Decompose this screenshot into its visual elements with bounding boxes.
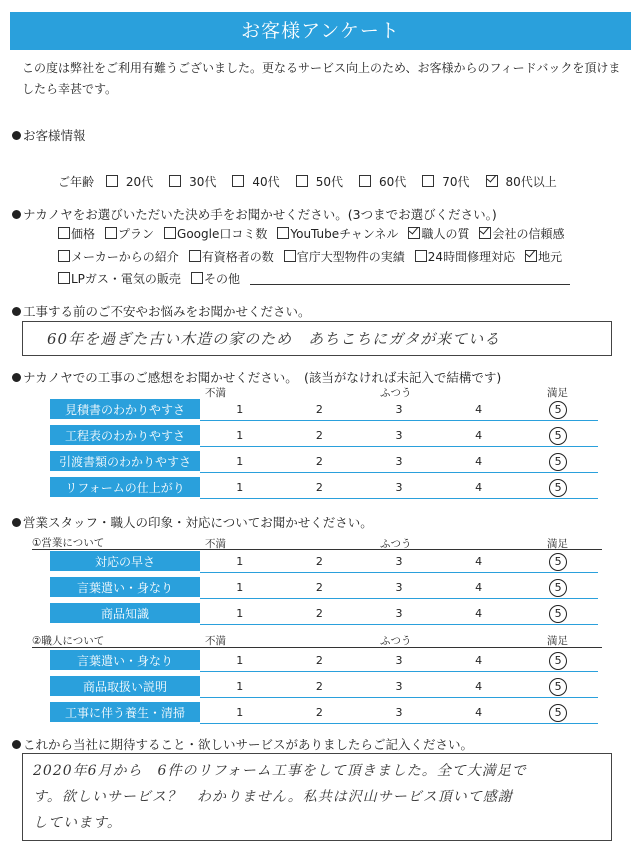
- scale-label: 不満: [205, 635, 226, 647]
- option-item[interactable]: [486, 175, 565, 189]
- scale-label: 満足: [547, 538, 568, 550]
- bullet-icon: [12, 131, 21, 140]
- decision-options-row: [58, 248, 572, 265]
- rating-number: 4: [475, 429, 483, 442]
- option-label: 20代: [125, 175, 154, 189]
- rating-option[interactable]: [359, 577, 439, 599]
- customer-section-heading: お客様情報: [12, 126, 86, 144]
- bullet-icon: [12, 307, 21, 316]
- rating-number: 1: [236, 481, 244, 494]
- rating-row: [50, 676, 598, 698]
- rating-row: [50, 399, 598, 421]
- rating-option[interactable]: [280, 676, 360, 698]
- rating-row-label: 工事に伴う養生・清掃: [50, 702, 200, 724]
- checkbox-icon[interactable]: [106, 175, 118, 187]
- rating-number: 3: [395, 481, 403, 494]
- other-input-line[interactable]: [250, 284, 570, 285]
- rating-option[interactable]: [439, 399, 519, 421]
- checkbox-icon[interactable]: [415, 250, 427, 262]
- option-item[interactable]: [58, 250, 179, 264]
- checkbox-icon[interactable]: [169, 175, 181, 187]
- rating-row: [50, 577, 598, 599]
- rating-option[interactable]: [200, 425, 280, 447]
- option-item[interactable]: [169, 175, 224, 189]
- answer-line: しています。: [33, 815, 122, 831]
- checkbox-icon[interactable]: [359, 175, 371, 187]
- scale-label: ふつう: [380, 538, 412, 550]
- intro-text: この度は弊社をご利用有難うございました。更なるサービス向上のため、お客様からのフィードバックを頂けましたら幸甚です。: [22, 61, 621, 96]
- rating-option[interactable]: [518, 702, 598, 724]
- option-item[interactable]: [284, 250, 405, 264]
- checkbox-icon[interactable]: [164, 227, 176, 239]
- option-label: 24時間修理対応: [427, 250, 516, 264]
- rating-option[interactable]: [280, 551, 360, 573]
- option-item[interactable]: [58, 272, 181, 286]
- divider: [32, 549, 602, 550]
- rating-row-label: 工程表のわかりやすさ: [50, 425, 200, 447]
- option-item[interactable]: [415, 250, 515, 264]
- option-item[interactable]: [105, 227, 154, 241]
- rating-row-label: 見積書のわかりやすさ: [50, 399, 200, 421]
- rating-option[interactable]: [280, 451, 360, 473]
- answer-line: 2020年6月から 6件のリフォーム工事をして頂きました。全て大満足で: [33, 763, 527, 779]
- bullet-icon: [12, 373, 21, 382]
- rating-option[interactable]: [518, 650, 598, 672]
- option-item[interactable]: [106, 175, 161, 189]
- checkbox-icon[interactable]: [191, 272, 203, 284]
- rating-option[interactable]: [200, 399, 280, 421]
- rating-option[interactable]: [518, 477, 598, 499]
- selected-rating: 5: [549, 678, 567, 696]
- option-label: 地元: [538, 250, 563, 264]
- scale-label: ふつう: [380, 387, 412, 399]
- rating-number: 1: [236, 706, 244, 719]
- option-label: 職人の質: [421, 227, 470, 241]
- option-label: 50代: [315, 175, 343, 189]
- rating-option[interactable]: [200, 477, 280, 499]
- impression-section-heading: ナカノヤでの工事のご感想をお聞かせください。 (該当がなければ未記入で結構です): [12, 368, 501, 386]
- scale-label: ふつう: [380, 635, 412, 647]
- option-label: Google口コミ数: [177, 227, 268, 241]
- rating-row: [50, 551, 598, 573]
- rating-option[interactable]: [359, 603, 439, 625]
- rating-number: 4: [475, 607, 483, 620]
- rating-number: 2: [315, 706, 323, 719]
- selected-rating: 5: [549, 553, 567, 571]
- rating-number: 2: [315, 607, 323, 620]
- worry-answer-box[interactable]: [22, 321, 612, 356]
- worry-section-heading: 工事する前のご不安やお悩みをお聞かせください。: [12, 302, 311, 320]
- rating-option[interactable]: [518, 425, 598, 447]
- rating-number: 4: [475, 455, 483, 468]
- rating-option[interactable]: [280, 425, 360, 447]
- rating-option[interactable]: [359, 425, 439, 447]
- staff-section-heading: 営業スタッフ・職人の印象・対応についてお聞かせください。: [12, 513, 373, 531]
- checkbox-icon[interactable]: [525, 250, 537, 262]
- rating-option[interactable]: [359, 451, 439, 473]
- rating-option[interactable]: [200, 676, 280, 698]
- rating-option[interactable]: [200, 551, 280, 573]
- rating-option[interactable]: [439, 577, 519, 599]
- rating-option[interactable]: [518, 676, 598, 698]
- option-item[interactable]: [422, 175, 477, 189]
- rating-option[interactable]: [439, 425, 519, 447]
- rating-number: 2: [315, 481, 323, 494]
- selected-rating: 5: [549, 704, 567, 722]
- selected-rating: 5: [549, 427, 567, 445]
- rating-number: 3: [395, 555, 403, 568]
- rating-number: 1: [236, 680, 244, 693]
- rating-option[interactable]: [359, 650, 439, 672]
- sales-subheading: ①営業について: [32, 537, 105, 549]
- rating-number: 3: [395, 680, 403, 693]
- checkbox-icon[interactable]: [58, 250, 70, 262]
- rating-number: 4: [475, 706, 483, 719]
- craft-subheading: ②職人について: [32, 635, 105, 647]
- option-label: 有資格者の数: [201, 250, 274, 264]
- rating-option[interactable]: [439, 477, 519, 499]
- rating-number: 3: [395, 429, 403, 442]
- rating-option[interactable]: [200, 603, 280, 625]
- rating-number: 2: [315, 555, 323, 568]
- option-item[interactable]: [277, 227, 398, 241]
- option-item[interactable]: [408, 227, 469, 241]
- rating-row-label: 言葉遣い・身なり: [50, 577, 200, 599]
- checkbox-icon[interactable]: [58, 272, 70, 284]
- option-label: 60代: [378, 175, 407, 189]
- checkbox-icon[interactable]: [277, 227, 289, 239]
- age-options: [58, 173, 573, 190]
- option-label: YouTubeチャンネル: [290, 227, 399, 241]
- option-item[interactable]: [189, 250, 274, 264]
- rating-number: 4: [475, 481, 483, 494]
- worry-answer-text: 60年を過ぎた古い木造の家のため あちこちにガタが来ている: [47, 330, 501, 348]
- option-label: 価格: [71, 227, 96, 241]
- rating-number: 4: [475, 555, 483, 568]
- rating-option[interactable]: [200, 451, 280, 473]
- rating-option[interactable]: [200, 650, 280, 672]
- rating-option[interactable]: [280, 603, 360, 625]
- rating-number: 1: [236, 654, 244, 667]
- expect-answer-box[interactable]: [22, 753, 612, 841]
- checkbox-icon[interactable]: [422, 175, 434, 187]
- scale-label: 満足: [547, 635, 568, 647]
- option-label: 官庁大型物件の実績: [296, 250, 405, 264]
- decision-options-row: [58, 225, 574, 242]
- bullet-icon: [12, 740, 21, 749]
- option-label: 40代: [252, 175, 280, 189]
- option-item[interactable]: [525, 250, 562, 264]
- rating-option[interactable]: [439, 451, 519, 473]
- rating-number: 4: [475, 654, 483, 667]
- option-item[interactable]: [479, 227, 564, 241]
- option-label: 会社の信頼感: [492, 227, 565, 241]
- decision-section-heading: ナカノヤをお選びいただいた決め手をお聞かせください。(3つまでお選びください。): [12, 205, 497, 223]
- option-label: その他: [203, 272, 240, 286]
- rating-number: 3: [395, 607, 403, 620]
- rating-row: [50, 702, 598, 724]
- option-item[interactable]: [191, 272, 240, 286]
- rating-option[interactable]: [359, 676, 439, 698]
- rating-number: 2: [315, 680, 323, 693]
- expect-section-heading: これから当社に期待すること・欲しいサービスがありましたらご記入ください。: [12, 735, 473, 753]
- checkbox-icon[interactable]: [284, 250, 296, 262]
- scale-label: 満足: [547, 387, 568, 399]
- checkbox-icon[interactable]: [479, 227, 491, 239]
- rating-row-label: リフォームの仕上がり: [50, 477, 200, 499]
- rating-number: 4: [475, 581, 483, 594]
- selected-rating: 5: [549, 401, 567, 419]
- rating-option[interactable]: [280, 577, 360, 599]
- rating-number: 1: [236, 555, 244, 568]
- rating-option[interactable]: [518, 551, 598, 573]
- rating-number: 1: [236, 607, 244, 620]
- option-label: 30代: [189, 175, 217, 189]
- rating-option[interactable]: [439, 676, 519, 698]
- checkbox-icon[interactable]: [58, 227, 70, 239]
- selected-rating: 5: [549, 605, 567, 623]
- option-item[interactable]: [359, 175, 414, 189]
- rating-option[interactable]: [280, 477, 360, 499]
- checkbox-icon[interactable]: [232, 175, 244, 187]
- rating-number: 3: [395, 581, 403, 594]
- rating-row-label: 商品取扱い説明: [50, 676, 200, 698]
- rating-number: 2: [315, 654, 323, 667]
- checkbox-icon[interactable]: [105, 227, 117, 239]
- rating-row: [50, 650, 598, 672]
- option-label: 70代: [442, 175, 470, 189]
- rating-option[interactable]: [280, 399, 360, 421]
- option-item[interactable]: [58, 227, 95, 241]
- expect-answer-text: [33, 758, 527, 836]
- rating-number: 2: [315, 581, 323, 594]
- rating-number: 4: [475, 680, 483, 693]
- rating-number: 3: [395, 403, 403, 416]
- rating-number: 2: [315, 403, 323, 416]
- bullet-icon: [12, 518, 21, 527]
- option-label: LPガス・電気の販売: [71, 272, 181, 286]
- rating-option[interactable]: [359, 702, 439, 724]
- rating-option[interactable]: [439, 702, 519, 724]
- rating-number: 4: [475, 403, 483, 416]
- rating-row: [50, 425, 598, 447]
- checkbox-icon[interactable]: [189, 250, 201, 262]
- rating-option[interactable]: [359, 477, 439, 499]
- option-label: 80代以上: [505, 175, 557, 189]
- rating-number: 3: [395, 654, 403, 667]
- rating-option[interactable]: [439, 650, 519, 672]
- rating-row: [50, 477, 598, 499]
- rating-number: 1: [236, 403, 244, 416]
- rating-number: 2: [315, 455, 323, 468]
- rating-option[interactable]: [200, 577, 280, 599]
- rating-number: 3: [395, 706, 403, 719]
- page-title: お客様アンケート: [10, 12, 631, 50]
- bullet-icon: [12, 210, 21, 219]
- selected-rating: 5: [549, 479, 567, 497]
- decision-options-row: [58, 270, 570, 287]
- rating-row: [50, 603, 598, 625]
- scale-label: 不満: [205, 387, 226, 399]
- rating-option[interactable]: [518, 399, 598, 421]
- rating-option[interactable]: [200, 702, 280, 724]
- rating-option[interactable]: [359, 399, 439, 421]
- divider: [32, 647, 602, 648]
- rating-option[interactable]: [439, 603, 519, 625]
- option-label: プラン: [118, 227, 155, 241]
- rating-option[interactable]: [518, 577, 598, 599]
- rating-row-label: 対応の早さ: [50, 551, 200, 573]
- rating-option[interactable]: [518, 451, 598, 473]
- rating-option[interactable]: [518, 603, 598, 625]
- answer-line: す。欲しいサービス？ わかりません。私共は沢山サービス頂いて感謝: [33, 789, 513, 805]
- option-item[interactable]: [232, 175, 287, 189]
- checkbox-icon[interactable]: [408, 227, 420, 239]
- option-item[interactable]: [296, 175, 351, 189]
- selected-rating: 5: [549, 453, 567, 471]
- rating-row-label: 引渡書類のわかりやすさ: [50, 451, 200, 473]
- rating-number: 1: [236, 455, 244, 468]
- rating-option[interactable]: [280, 650, 360, 672]
- rating-option[interactable]: [359, 551, 439, 573]
- option-label: メーカーからの紹介: [71, 250, 179, 264]
- age-label: ご年齢: [58, 175, 95, 189]
- rating-row-label: 商品知識: [50, 603, 200, 625]
- option-item[interactable]: [164, 227, 267, 241]
- rating-option[interactable]: [280, 702, 360, 724]
- scale-label: 不満: [205, 538, 226, 550]
- rating-row: [50, 451, 598, 473]
- selected-rating: 5: [549, 652, 567, 670]
- rating-number: 1: [236, 581, 244, 594]
- checkbox-icon[interactable]: [296, 175, 308, 187]
- rating-row-label: 言葉遣い・身なり: [50, 650, 200, 672]
- rating-option[interactable]: [439, 551, 519, 573]
- rating-number: 1: [236, 429, 244, 442]
- checkbox-icon[interactable]: [486, 175, 498, 187]
- selected-rating: 5: [549, 579, 567, 597]
- rating-number: 3: [395, 455, 403, 468]
- rating-number: 2: [315, 429, 323, 442]
